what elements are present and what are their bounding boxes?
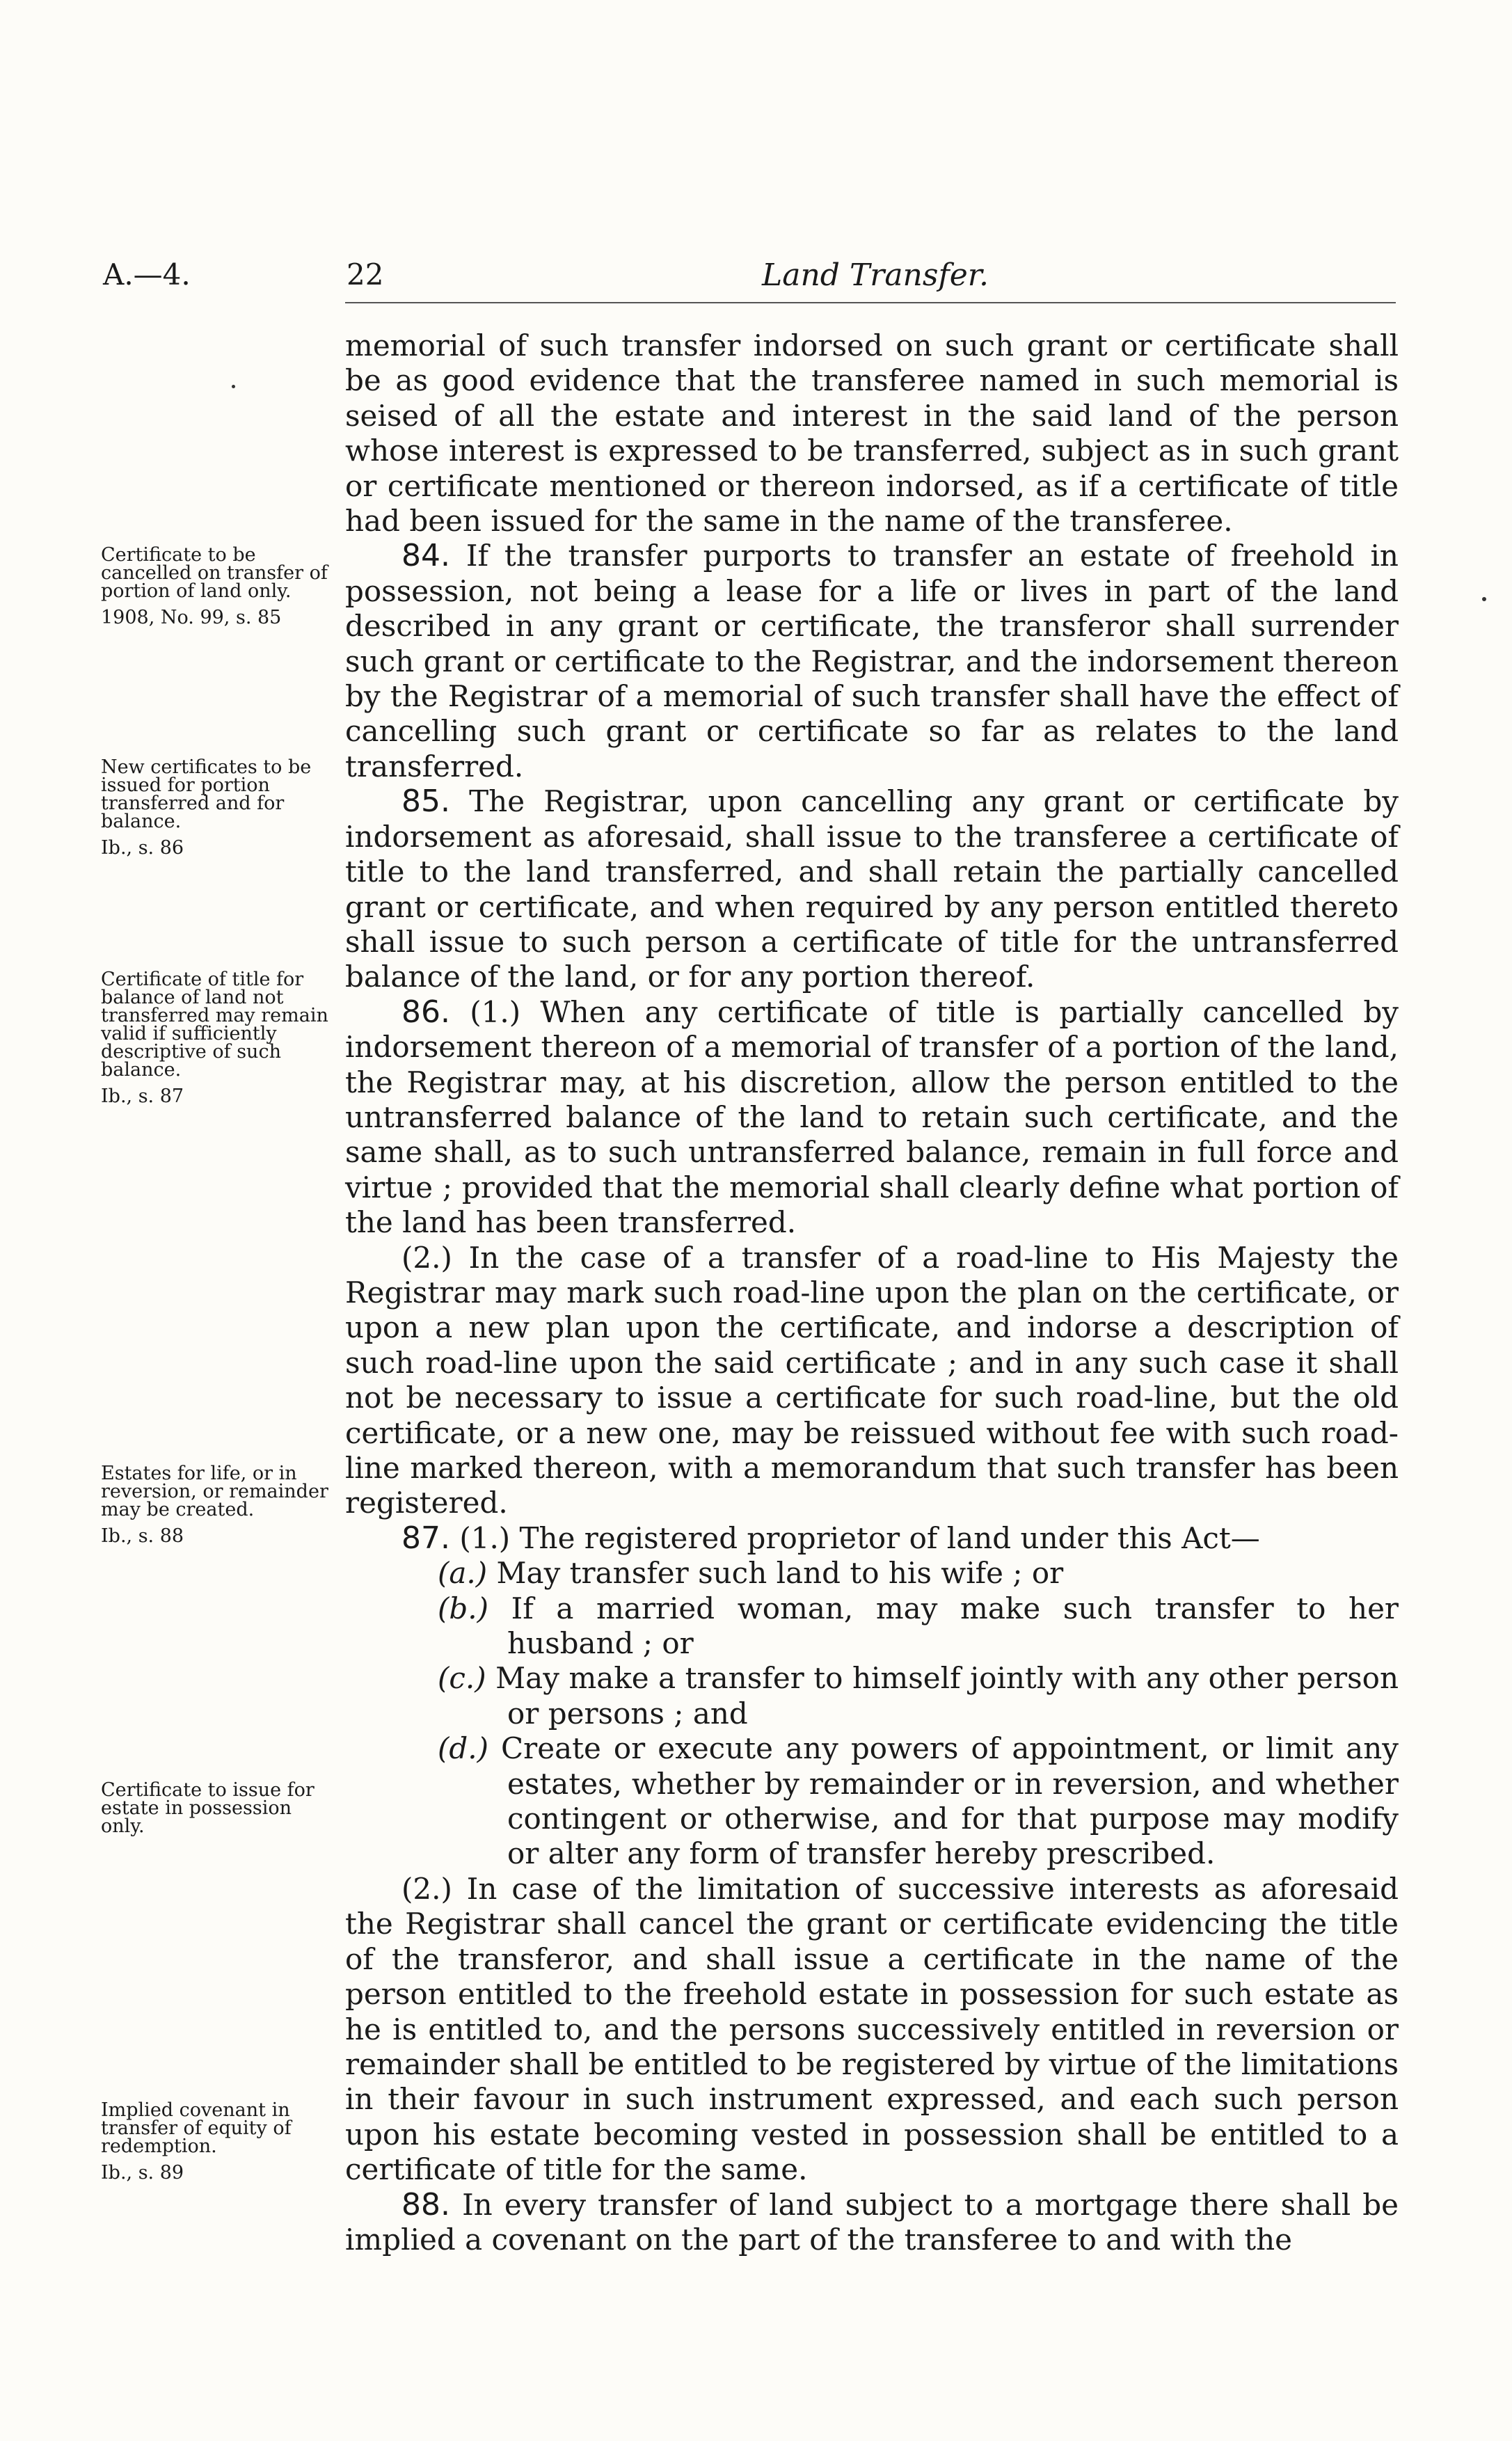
running-title: Land Transfer. — [762, 257, 989, 293]
margin-note-text: Implied covenant in transfer of equity of redemption. — [101, 2099, 292, 2157]
margin-note-s86 — [101, 971, 337, 1106]
page-header — [0, 257, 1512, 313]
section-87 — [345, 1521, 1399, 1556]
scan-speck — [1482, 597, 1486, 601]
section-number: 86. — [401, 994, 450, 1030]
margin-note-citation: Ib., s. 86 — [101, 837, 184, 859]
margin-note-citation: 1908, No. 99, s. 85 — [101, 607, 282, 628]
section-number: 87. — [401, 1520, 450, 1556]
list-item — [345, 1661, 1399, 1731]
margin-note-citation: Ib., s. 88 — [101, 1525, 184, 1547]
item-label: (c.) — [438, 1661, 486, 1696]
section-text: (1.) The registered proprietor of land under this Act— — [449, 1520, 1260, 1555]
section-86 — [345, 995, 1399, 1241]
margin-note-text: Certificate to be cancelled on transfer of portion of land only. — [101, 544, 328, 602]
list-item — [345, 1591, 1399, 1662]
statute-body — [345, 328, 1399, 2257]
document-reference: A.—4. — [103, 257, 191, 292]
section-number: 85. — [401, 784, 450, 820]
margin-note-citation: Ib., s. 89 — [101, 2162, 184, 2184]
section-86-subsection-2: (2.) In the case of a transfer of a road-line to His Majesty the Registrar may mark such road-line upon the plan on the certificate, or upon a new plan upon the certificate, and indorse a description of such road-line upon the said certificate ; and in any such case it shall not be necessary to issue a certificate for such road-line, but the old certificate, or a new one, may be reissued without fee with such road-line marked thereon, with a memorandum that such transfer has been registered. — [345, 1240, 1399, 1520]
header-rule — [345, 302, 1396, 303]
section-text: In every transfer of land subject to a mortgage there shall be implied a covenant on the part of the transferee to and with the — [345, 2187, 1399, 2257]
item-text: May transfer such land to his wife ; or — [487, 1556, 1064, 1591]
margin-note-s85 — [101, 758, 337, 857]
section-text: The Registrar, upon cancelling any grant or certificate by indorsement as aforesaid, shall issue to the transferee a certificate of title to the land transferred, and shall retain the partially cancelled grant or certificate, and when required by any person entitled thereto shall issue to such person a certificate of title for the untransferred balance of the land, or for any portion thereof. — [345, 784, 1399, 994]
page-number: 22 — [347, 257, 384, 292]
margin-note-text: Estates for life, or in reversion, or remainder may be created. — [101, 1463, 328, 1520]
margin-note-citation: Ib., s. 87 — [101, 1086, 184, 1107]
margin-note-s84 — [101, 546, 337, 627]
section-text: If the transfer purports to transfer an estate of freehold in possession, not being a lease for a life or lives in part of the land described in any grant or certificate, the transferor shall surrender such grant or certificate to the Registrar, and the indorsement thereon by the Registrar of a memorial of such transfer shall have the effect of cancelling such grant or certificate so far as relates to the land transferred. — [345, 539, 1399, 784]
item-label: (d.) — [438, 1731, 489, 1766]
section-87-subsection-2: (2.) In case of the limitation of successive interests as aforesaid the Registrar shall cancel the grant or certificate evidencing the title of the transferor, and shall issue a certificate in the name of the person entitled to the freehold estate in possession for such estate as he is entitled to, and the persons successively entitled in reversion or remainder shall be entitled to be registered by virtue of the limitations in their favour in such instrument expressed, and each such person upon his estate becoming vested in possession shall be entitled to a certificate of title for the same. — [345, 1871, 1399, 2187]
scan-speck — [232, 385, 235, 388]
section-88 — [345, 2188, 1399, 2258]
section-number: 88. — [401, 2186, 450, 2223]
section-85 — [345, 784, 1399, 994]
margin-note-text: New certificates to be issued for portion transferred and for balance. — [101, 756, 312, 832]
margin-note-text: Certificate of title for balance of land not transferred may remain valid if sufficiently descriptive of such balance. — [101, 969, 328, 1081]
section-text: (1.) When any certificate of title is partially cancelled by indorsement thereon of a memorial of transfer of a portion of the land, the Registrar may, at his discretion, allow the person entitled to the untransferred balance of the land to retain such certificate, and the same shall, as to such untransferred balance, remain in full force and virtue ; provided that the memorial shall clearly define what portion of the land has been transferred. — [345, 994, 1399, 1240]
margin-note-s87-2 — [101, 1781, 337, 1836]
margin-note-text: Certificate to issue for estate in possession only. — [101, 1779, 315, 1837]
item-text: May make a transfer to himself jointly with any other person or persons ; and — [486, 1661, 1399, 1731]
item-text: If a married woman, may make such transfer to her husband ; or — [488, 1591, 1399, 1661]
continued-paragraph: memorial of such transfer indorsed on such grant or certificate shall be as good evidence that the transferee named in such memorial is seised of all the estate and interest in the said land of the person whose interest is expressed to be transferred, subject as in such grant or certificate mentioned or thereon indorsed, as if a certificate of title had been issued for the same in the name of the transferee. — [345, 328, 1399, 539]
item-text: Create or execute any powers of appointment, or limit any estates, whether by remainder or in reversion, and whether contingent or otherwise, and for that purpose may modify or alter any form of transfer hereby prescribed. — [488, 1731, 1399, 1871]
item-label: (a.) — [438, 1556, 488, 1591]
section-number: 84. — [401, 538, 450, 574]
section-84 — [345, 539, 1399, 784]
list-item — [345, 1731, 1399, 1872]
margin-note-s87 — [101, 1465, 337, 1545]
item-label: (b.) — [438, 1591, 489, 1625]
margin-note-s88 — [101, 2101, 337, 2182]
list-item — [345, 1556, 1399, 1591]
